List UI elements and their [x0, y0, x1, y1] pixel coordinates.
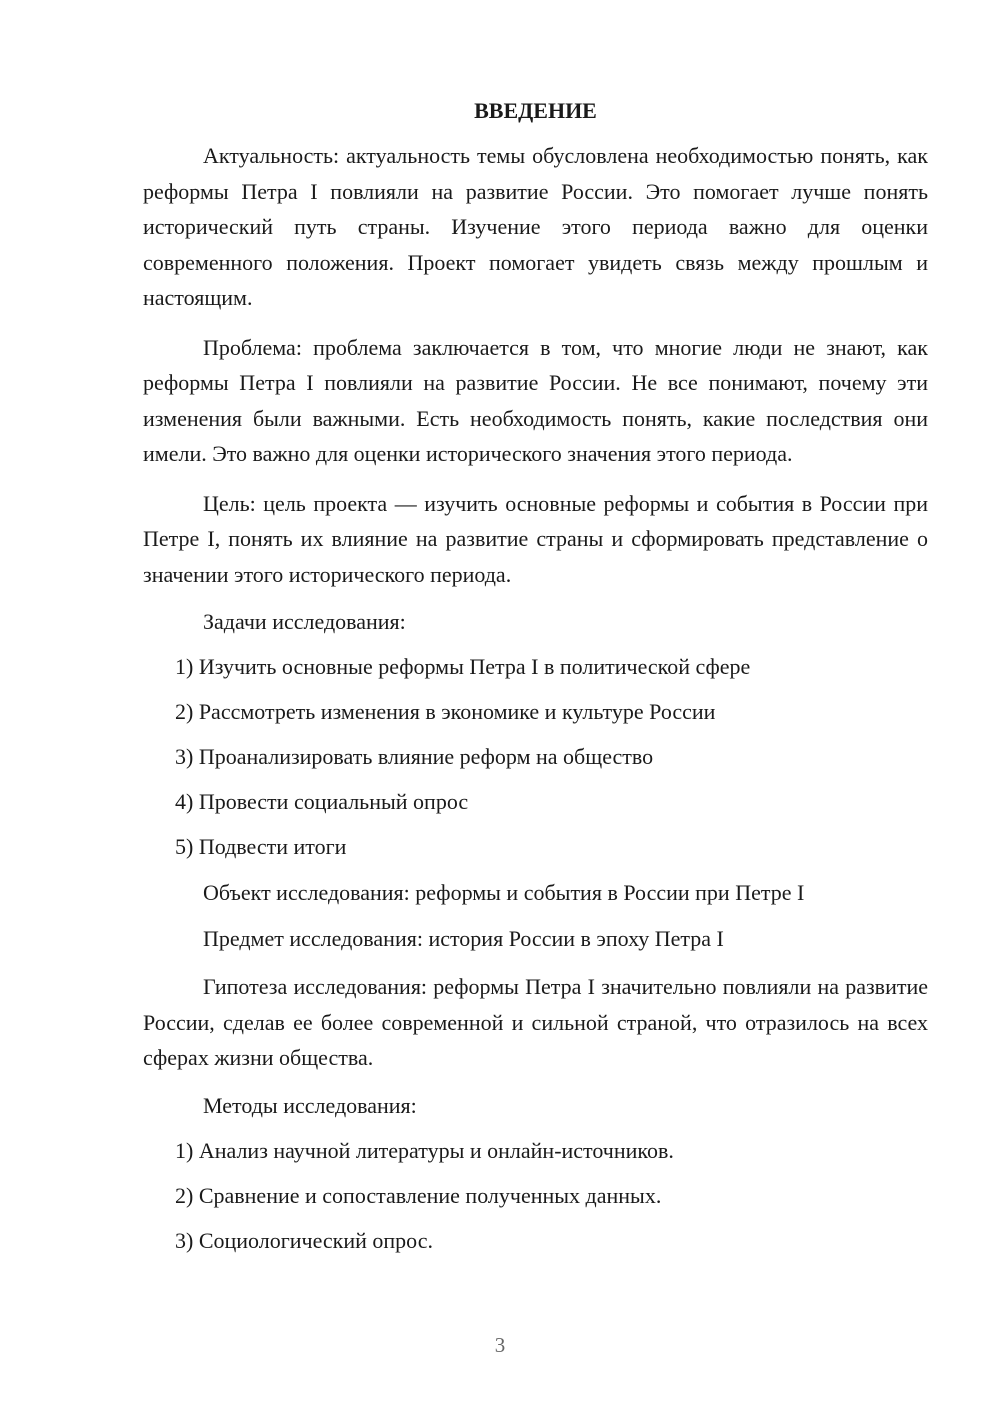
problem-paragraph: Проблема: проблема заключается в том, что многие люди не знают, как реформы Петра I повлияли на развитие России. Не все понимают, почему эти изменения были важными. Есть необходимость понять, какие последствия они имели. Это важно для оценки исторического значения этого периода.: [143, 334, 928, 466]
task-item-1: 1) Изучить основные реформы Петра I в политической сфере: [175, 654, 751, 679]
page-title: ВВЕДЕНИЕ: [474, 98, 597, 123]
relevance-paragraph: Актуальность: актуальность темы обусловлена необходимостью понять, как реформы Петра I повлияли на развитие России. Это помогает лучше понять исторический путь страны. Изучение этого периода важно для оценки современного положения. Проект помогает увидеть связь между прошлым и настоящим.: [143, 143, 928, 310]
page-number: 3: [494, 1333, 506, 1357]
task-item-2: 2) Рассмотреть изменения в экономике и культуре России: [175, 699, 716, 724]
task-item-3: 3) Проанализировать влияние реформ на общество: [175, 744, 654, 769]
task-item-4: 4) Провести социальный опрос: [175, 789, 469, 814]
page-content: [143, 96, 928, 1257]
methods-heading: Методы исследования:: [203, 1092, 417, 1118]
method-item-3: 3) Социологический опрос.: [175, 1227, 433, 1253]
research-object: Объект исследования: реформы и события в России при Петре I: [203, 880, 805, 905]
method-item-2: 2) Сравнение и сопоставление полученных данных.: [175, 1182, 662, 1208]
research-subject: Предмет исследования: история России в эпоху Петра I: [203, 926, 724, 951]
method-item-1: 1) Анализ научной литературы и онлайн-источников.: [175, 1137, 674, 1163]
tasks-heading: Задачи исследования:: [203, 609, 406, 634]
hypothesis-paragraph: Гипотеза исследования: реформы Петра I значительно повлияли на развитие России, сделав ее более современной и сильной страной, что отразилось на всех сферах жизни общества.: [143, 974, 928, 1070]
task-item-5: 5) Подвести итоги: [175, 834, 347, 859]
goal-paragraph: Цель: цель проекта — изучить основные реформы и события в России при Петре I, понять их влияние на развитие страны и сформировать представление о значении этого исторического периода.: [143, 490, 928, 587]
